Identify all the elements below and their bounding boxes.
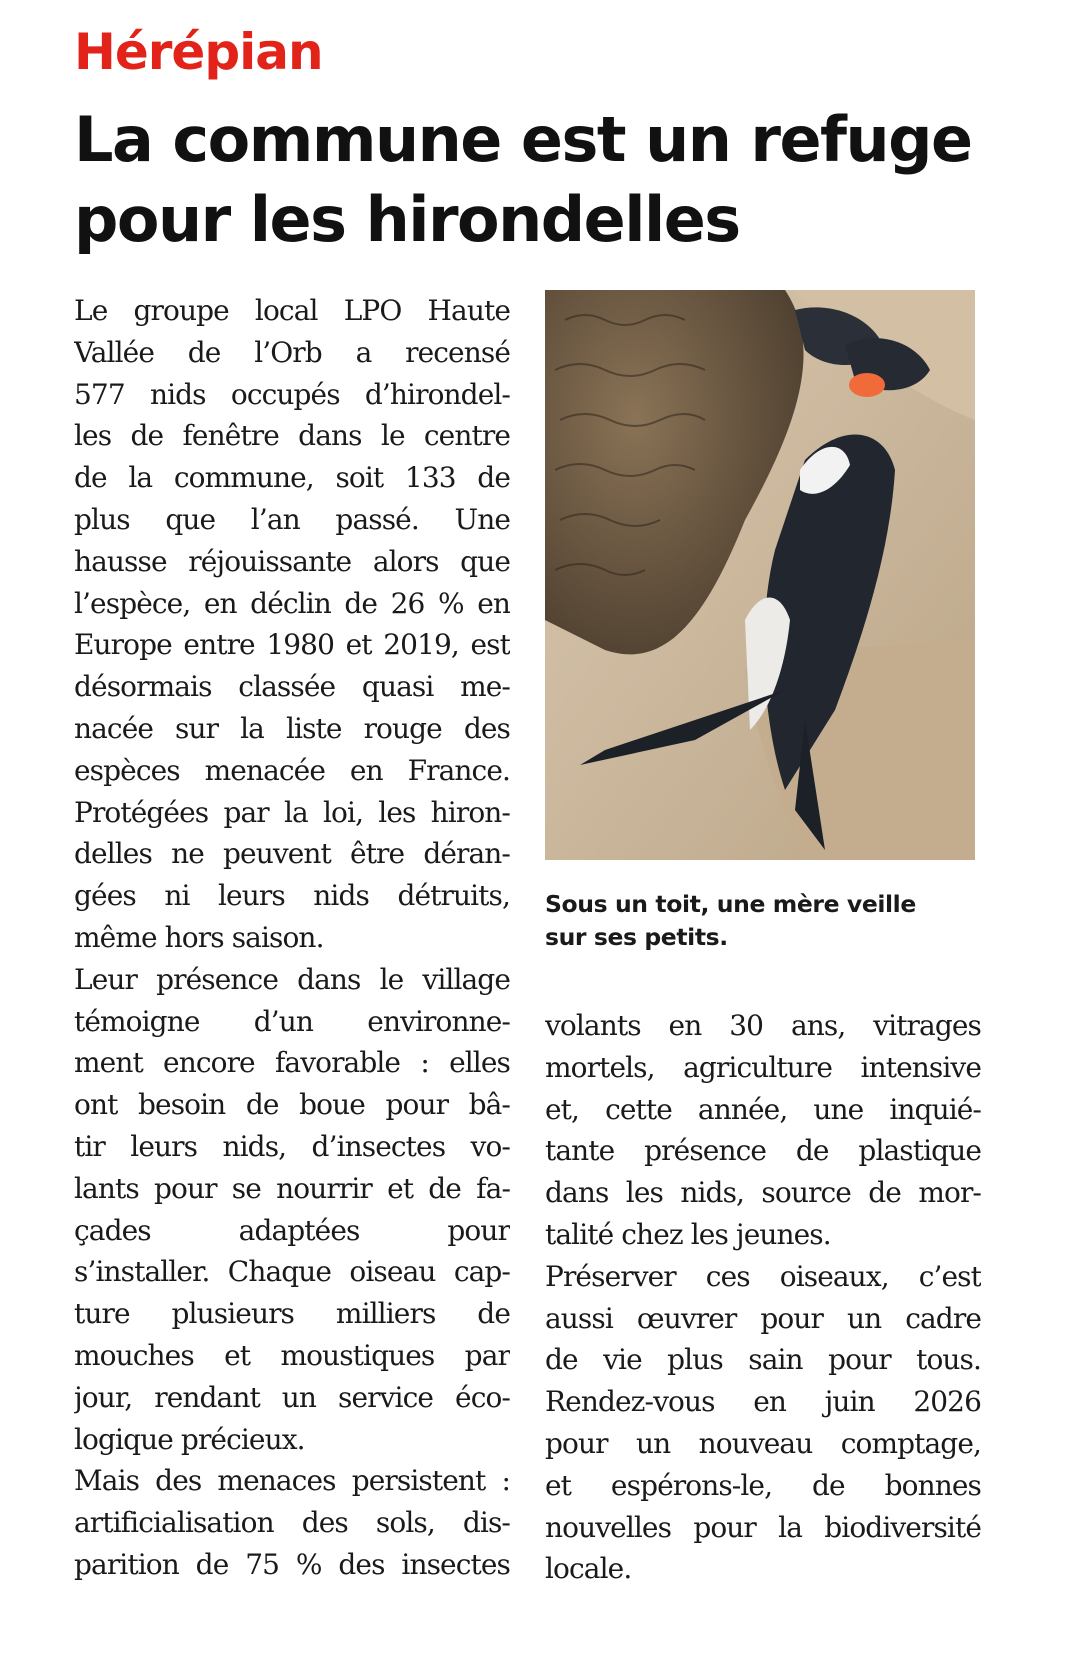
body-line: Rendez-vous en juin 2026 — [545, 1385, 981, 1419]
body-line: jour, rendant un service éco- — [74, 1380, 510, 1414]
body-line: lants pour se nourrir et de fa- — [74, 1171, 510, 1205]
body-line: ment encore favorable : elles — [74, 1046, 510, 1080]
body-line: dans les nids, source de mor- — [545, 1176, 981, 1210]
body-line: Europe entre 1980 et 2019, est — [74, 628, 510, 662]
body-line: s’installer. Chaque oiseau cap- — [74, 1255, 510, 1289]
swallow-photo — [545, 290, 975, 860]
body-line: nacée sur la liste rouge des — [74, 711, 510, 745]
body-line: Mais des menaces persistent : — [74, 1464, 510, 1498]
body-line: çades adaptées pour — [74, 1213, 510, 1247]
photo-caption — [545, 888, 975, 954]
caption-line: sur ses petits. — [545, 923, 728, 951]
swallow-nest-icon — [545, 290, 975, 860]
body-line: mortels, agriculture intensive — [545, 1050, 981, 1084]
body-line: hausse réjouissante alors que — [74, 544, 510, 578]
body-line: Protégées par la loi, les hiron- — [74, 795, 510, 829]
body-line: volants en 30 ans, vitrages — [545, 1009, 981, 1042]
headline-line: pour les hirondelles — [74, 183, 740, 256]
body-line: Leur présence dans le village — [74, 962, 510, 996]
body-line: tir leurs nids, d’insectes vo- — [74, 1129, 510, 1163]
body-line: delles ne peuvent être déran- — [74, 837, 510, 871]
caption-line: Sous un toit, une mère veille — [545, 890, 916, 918]
body-line: talité chez les jeunes. — [545, 1217, 831, 1251]
body-line: logique précieux. — [74, 1422, 305, 1456]
body-line: et, cette année, une inquié- — [545, 1092, 981, 1126]
body-line: parition de 75 % des insectes — [74, 1547, 510, 1581]
body-line: de la commune, soit 133 de — [74, 461, 510, 495]
body-column-right — [545, 1005, 981, 1590]
article-headline — [74, 100, 1054, 260]
body-line: ont besoin de boue pour bâ- — [74, 1088, 510, 1122]
body-line: témoigne d’un environne- — [74, 1004, 510, 1038]
body-column-left — [74, 290, 510, 1586]
body-line: ture plusieurs milliers de — [74, 1297, 510, 1331]
body-line: mouches et moustiques par — [74, 1338, 510, 1372]
body-line: aussi œuvrer pour un cadre — [545, 1301, 981, 1335]
body-line: l’espèce, en déclin de 26 % en — [74, 586, 510, 620]
body-line: plus que l’an passé. Une — [74, 502, 510, 536]
body-line: même hors saison. — [74, 920, 324, 954]
body-line: gées ni leurs nids détruits, — [74, 879, 510, 913]
body-line: pour un nouveau comptage, — [545, 1426, 981, 1460]
body-line: locale. — [545, 1552, 632, 1586]
body-line: de vie plus sain pour tous. — [545, 1343, 981, 1377]
body-line: artificialisation des sols, dis- — [74, 1506, 510, 1540]
body-line: Vallée de l’Orb a recensé — [74, 335, 510, 369]
body-line: nouvelles pour la biodiversité — [545, 1510, 981, 1544]
headline-line: La commune est un refuge — [74, 103, 972, 176]
body-line: désormais classée quasi me- — [74, 670, 510, 704]
body-line: 577 nids occupés d’hirondel- — [74, 377, 510, 411]
body-line: espèces menacée en France. — [74, 753, 510, 787]
article-kicker: Hérépian — [74, 23, 323, 81]
body-line: et espérons-le, de bonnes — [545, 1468, 981, 1502]
body-line: Préserver ces oiseaux, c’est — [545, 1259, 981, 1293]
body-line: les de fenêtre dans le centre — [74, 419, 510, 453]
body-line: tante présence de plastique — [545, 1134, 981, 1168]
body-line: Le groupe local LPO Haute — [74, 294, 510, 327]
